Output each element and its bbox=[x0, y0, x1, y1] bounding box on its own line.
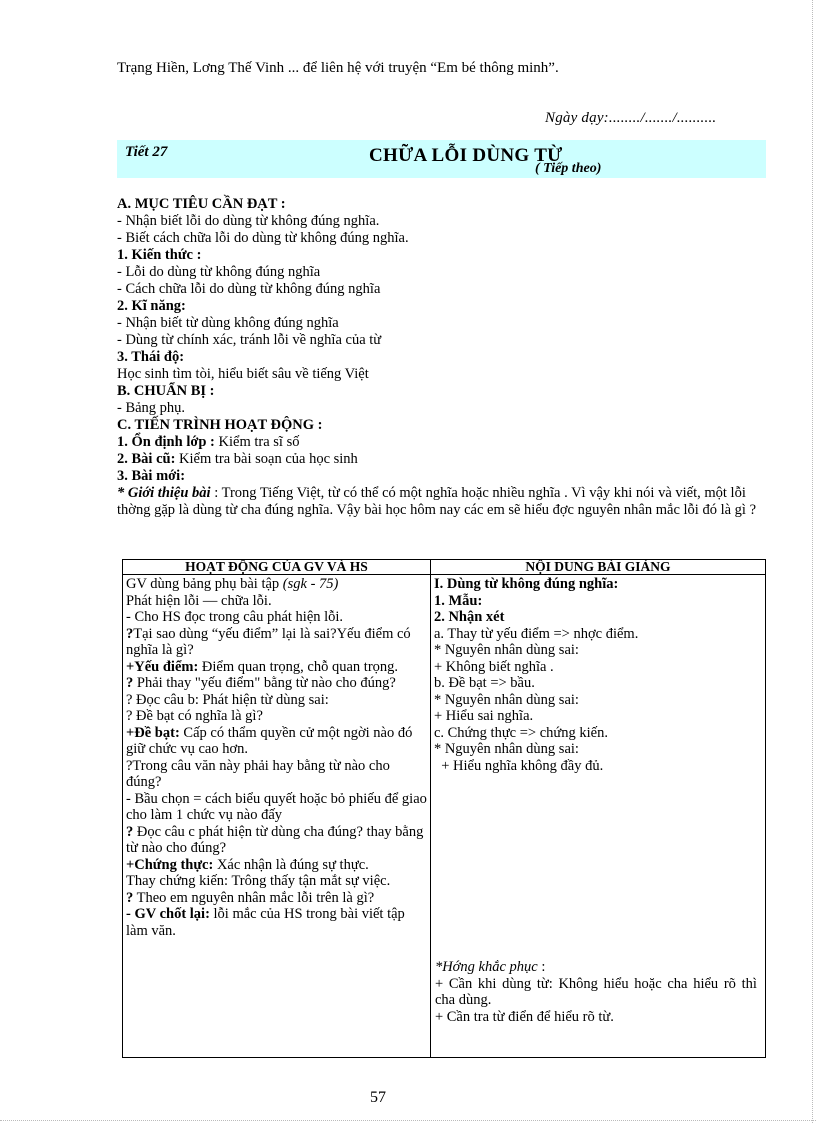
class-stabilize-label: 1. Ổn định lớp : bbox=[117, 434, 215, 450]
question-text: Phải thay "yếu điểm" bằng từ nào cho đúng? bbox=[133, 675, 396, 691]
activities-cell bbox=[123, 575, 431, 1058]
definition bbox=[126, 659, 427, 676]
question bbox=[126, 890, 427, 907]
page-right-border bbox=[812, 0, 813, 1123]
content-heading: I. Dùng từ không đúng nghĩa: bbox=[433, 576, 619, 592]
page-bottom-border bbox=[0, 1120, 816, 1121]
section-a-heading: A. MỤC TIÊU CẦN ĐẠT : bbox=[117, 196, 286, 212]
skills-line: - Dùng từ chính xác, tránh lỗi về nghĩa của từ bbox=[117, 332, 382, 348]
new-lesson-label: 3. Bài mới: bbox=[117, 468, 186, 484]
definition: Thay chứng kiến: Trông thấy tận mắt sự việc. bbox=[126, 873, 391, 889]
lesson-title: CHỮA LỖI DÙNG TỪ bbox=[369, 145, 563, 166]
content-cell bbox=[430, 575, 765, 1058]
content-line: b. Đề bạt => bầu. bbox=[433, 675, 535, 691]
introduction-label: * Giới thiệu bài bbox=[117, 485, 211, 501]
activity-text: GV dùng bảng phụ bài tập bbox=[126, 576, 283, 592]
old-lesson-text: Kiểm tra bài soạn của học sinh bbox=[175, 451, 358, 467]
content-line: * Nguyên nhân dùng sai: bbox=[433, 691, 579, 708]
class-stabilize-text: Kiểm tra sĩ số bbox=[214, 434, 300, 450]
definition bbox=[126, 725, 427, 758]
remedy-line: + Cần tra từ điển để hiểu rõ từ. bbox=[434, 1008, 614, 1025]
definition-term: +Chứng thực: bbox=[126, 856, 214, 873]
content-line: + Không biết nghĩa . bbox=[433, 658, 554, 675]
header-content: NỘI DUNG BÀI GIẢNG bbox=[430, 560, 765, 575]
attitude-line: Học sinh tìm tòi, hiểu biết sâu về tiếng Việt bbox=[117, 366, 369, 382]
question-mark: ? bbox=[126, 625, 134, 642]
teacher-conclusion bbox=[126, 906, 427, 939]
lesson-banner bbox=[117, 140, 766, 178]
question-text: Tại sao dùng “yếu điểm” lại là sai?Yếu điểm có nghĩa là gì? bbox=[126, 625, 411, 658]
definition-term: +Yếu điểm: bbox=[126, 658, 199, 675]
objective-line: - Biết cách chữa lỗi do dùng từ không đúng nghĩa. bbox=[117, 230, 409, 246]
section-c-heading: C. TIẾN TRÌNH HOẠT ĐỘNG : bbox=[117, 417, 323, 433]
question: ?Trong câu văn này phải hay bằng từ nào cho đúng? bbox=[126, 757, 390, 790]
knowledge-heading: 1. Kiến thức : bbox=[117, 247, 202, 263]
class-stabilize bbox=[117, 434, 767, 451]
definition-text: Cấp có thẩm quyền cử một ngời nào đó giữ chức vụ cao hơn. bbox=[126, 724, 413, 757]
remedy-line: + Cần khi dùng từ: Không hiểu hoặc cha hiểu rõ thì cha dùng. bbox=[434, 975, 757, 1008]
intro-line: Trạng Hiền, Lơng Thế Vinh ... để liên hệ với truyện “Em bé thông minh”. bbox=[117, 60, 559, 76]
teaching-date: Ngày dạy:......../......./.......... bbox=[545, 110, 717, 126]
remedy-heading bbox=[435, 959, 757, 976]
section-b-heading: B. CHUẨN BỊ : bbox=[117, 383, 215, 399]
question-mark: ? bbox=[126, 823, 134, 840]
question bbox=[126, 626, 427, 659]
question-mark: ? bbox=[126, 889, 134, 906]
content-line: * Nguyên nhân dùng sai: bbox=[433, 741, 579, 757]
lesson-subtitle: ( Tiếp theo) bbox=[535, 161, 602, 176]
lesson-content bbox=[117, 196, 767, 519]
content-line: a. Thay từ yếu điểm => nhợc điểm. bbox=[433, 625, 639, 642]
question-text: Đọc câu c phát hiện từ dùng cha đúng? thay bằng từ nào cho đúng? bbox=[126, 823, 424, 856]
skills-heading: 2. Kĩ năng: bbox=[117, 298, 186, 314]
definition: - Bầu chọn = cách biểu quyết hoặc bỏ phiếu để giao cho làm 1 chức vụ nào đấy bbox=[126, 790, 427, 823]
activity-ref: (sgk - 75) bbox=[282, 576, 339, 592]
content-subheading: 1. Mẫu: bbox=[433, 592, 483, 609]
definition-term: +Đề bạt: bbox=[126, 724, 180, 741]
conclusion-label: - GV chốt lại: bbox=[126, 906, 210, 922]
attitude-heading: 3. Thái độ: bbox=[117, 349, 185, 365]
remedy-colon: : bbox=[537, 959, 546, 975]
header-activities: HOẠT ĐỘNG CỦA GV VÀ HS bbox=[123, 560, 431, 575]
remedy-block bbox=[435, 959, 757, 1025]
question bbox=[126, 675, 427, 692]
introduction-text: : Trong Tiếng Việt, từ có thể có một nghĩa hoặc nhiều nghĩa . Vì vậy khi nói và viết, một lỗi thờng gặp là dùng từ cha đúng nghĩa. Vậy bài học hôm nay các em sẽ hiểu đợc nguyên nhân mắc lỗi đó là gì ? bbox=[117, 485, 757, 518]
knowledge-line: - Lỗi do dùng từ không đúng nghĩa bbox=[117, 264, 321, 280]
old-lesson-label: 2. Bài cũ: bbox=[117, 451, 176, 467]
definition-text: Điểm quan trọng, chỗ quan trọng. bbox=[198, 658, 399, 675]
skills-line: - Nhận biết từ dùng không đúng nghĩa bbox=[117, 315, 339, 331]
content-line: c. Chứng thực => chứng kiến. bbox=[433, 724, 608, 741]
old-lesson bbox=[117, 451, 767, 468]
definition bbox=[126, 857, 427, 874]
definition-text: Xác nhận là đúng sự thực. bbox=[213, 856, 369, 873]
question-text: Theo em nguyên nhân mắc lỗi trên là gì? bbox=[133, 889, 375, 906]
conclusion-text: lỗi mắc của HS trong bài viết tập làm văn. bbox=[126, 906, 405, 939]
content-subheading: 2. Nhận xét bbox=[433, 609, 505, 625]
preparation-line: - Bảng phụ. bbox=[117, 400, 186, 416]
question: ? Đọc câu b: Phát hiện từ dùng sai: bbox=[126, 691, 329, 708]
activity-line bbox=[126, 576, 427, 593]
question-mark: ? bbox=[126, 675, 134, 691]
question bbox=[126, 824, 427, 857]
lesson-number: Tiết 27 bbox=[125, 144, 168, 160]
page-number: 57 bbox=[370, 1089, 386, 1106]
activity-line: - Cho HS đọc trong câu phát hiện lỗi. bbox=[126, 609, 344, 625]
content-line: + Hiểu nghĩa không đầy đủ. bbox=[433, 757, 604, 774]
knowledge-line: - Cách chữa lỗi do dùng từ không đúng nghĩa bbox=[117, 281, 381, 297]
objective-line: - Nhận biết lỗi do dùng từ không đúng nghĩa. bbox=[117, 213, 380, 229]
content-line: * Nguyên nhân dùng sai: bbox=[433, 642, 579, 658]
question: ? Đề bạt có nghĩa là gì? bbox=[126, 708, 263, 724]
introduction-paragraph bbox=[117, 485, 767, 519]
activity-line: Phát hiện lỗi — chữa lỗi. bbox=[126, 592, 272, 609]
content-line: + Hiểu sai nghĩa. bbox=[433, 708, 534, 724]
remedy-title: *Hớng khắc phục bbox=[434, 959, 538, 975]
lesson-table bbox=[122, 559, 766, 1058]
